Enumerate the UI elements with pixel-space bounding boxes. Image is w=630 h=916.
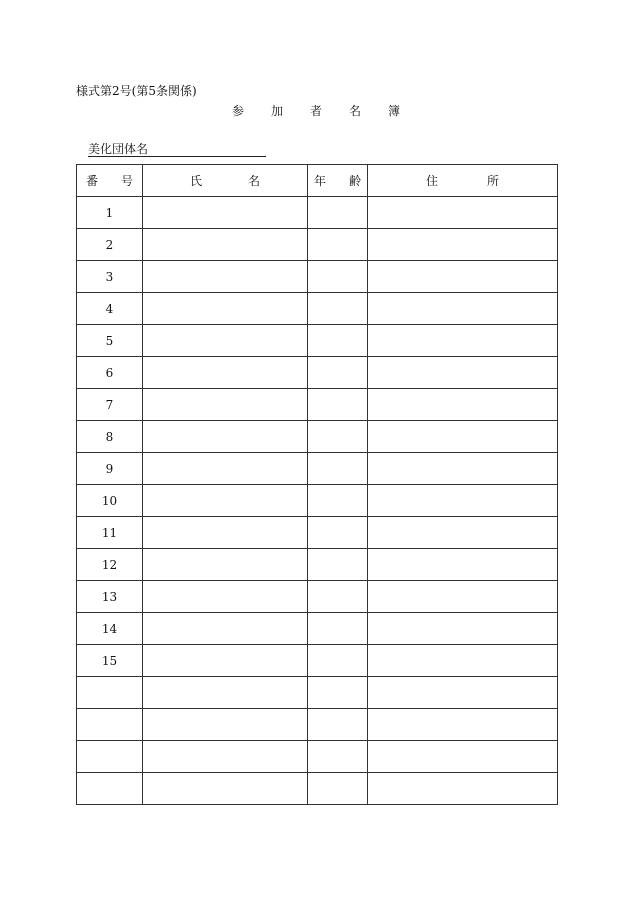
table-row <box>77 293 558 325</box>
row-number-cell: 8 <box>77 421 143 453</box>
row-number-cell <box>77 677 143 709</box>
title-char: 加 <box>270 104 283 118</box>
name-cell[interactable] <box>143 357 308 389</box>
age-cell[interactable] <box>308 773 368 805</box>
table-row <box>77 453 558 485</box>
age-cell[interactable] <box>308 549 368 581</box>
address-cell[interactable] <box>368 677 558 709</box>
address-cell[interactable] <box>368 645 558 677</box>
table-row <box>77 421 558 453</box>
header-char: 番 <box>86 174 99 188</box>
table-row <box>77 581 558 613</box>
age-cell[interactable] <box>308 485 368 517</box>
name-cell[interactable] <box>143 421 308 453</box>
header-char: 所 <box>486 174 499 188</box>
name-cell[interactable] <box>143 581 308 613</box>
name-cell[interactable] <box>143 549 308 581</box>
table-row <box>77 677 558 709</box>
address-cell[interactable] <box>368 709 558 741</box>
row-number-cell: 13 <box>77 581 143 613</box>
table-row <box>77 549 558 581</box>
header-char: 号 <box>120 174 133 188</box>
age-cell[interactable] <box>308 709 368 741</box>
table-row <box>77 485 558 517</box>
table-row <box>77 741 558 773</box>
row-number-cell: 3 <box>77 261 143 293</box>
age-cell[interactable] <box>308 357 368 389</box>
address-cell[interactable] <box>368 485 558 517</box>
table-row <box>77 357 558 389</box>
address-cell[interactable] <box>368 517 558 549</box>
address-cell[interactable] <box>368 197 558 229</box>
name-cell[interactable] <box>143 709 308 741</box>
name-cell[interactable] <box>143 517 308 549</box>
age-cell[interactable] <box>308 389 368 421</box>
age-cell[interactable] <box>308 645 368 677</box>
row-number-cell: 4 <box>77 293 143 325</box>
age-cell[interactable] <box>308 453 368 485</box>
row-number-cell: 10 <box>77 485 143 517</box>
age-cell[interactable] <box>308 421 368 453</box>
address-cell[interactable] <box>368 261 558 293</box>
header-char: 氏 <box>190 174 203 188</box>
address-cell[interactable] <box>368 325 558 357</box>
name-cell[interactable] <box>143 741 308 773</box>
address-cell[interactable] <box>368 549 558 581</box>
row-number-cell: 11 <box>77 517 143 549</box>
name-cell[interactable] <box>143 325 308 357</box>
age-cell[interactable] <box>308 229 368 261</box>
row-number-cell: 5 <box>77 325 143 357</box>
name-cell[interactable] <box>143 261 308 293</box>
header-char: 齢 <box>348 174 361 188</box>
age-cell[interactable] <box>308 613 368 645</box>
form-number: 様式第2号(第5条関係) <box>76 84 197 98</box>
address-cell[interactable] <box>368 389 558 421</box>
name-cell[interactable] <box>143 197 308 229</box>
age-cell[interactable] <box>308 677 368 709</box>
row-number-cell: 9 <box>77 453 143 485</box>
age-cell[interactable] <box>308 293 368 325</box>
row-number-cell: 12 <box>77 549 143 581</box>
name-cell[interactable] <box>143 645 308 677</box>
column-header-age <box>308 165 368 197</box>
table-row <box>77 645 558 677</box>
table-row <box>77 261 558 293</box>
header-char: 住 <box>426 174 439 188</box>
age-cell[interactable] <box>308 741 368 773</box>
row-number-cell: 15 <box>77 645 143 677</box>
address-cell[interactable] <box>368 421 558 453</box>
table-row <box>77 325 558 357</box>
row-number-cell <box>77 709 143 741</box>
row-number-cell: 1 <box>77 197 143 229</box>
address-cell[interactable] <box>368 741 558 773</box>
table-row <box>77 517 558 549</box>
age-cell[interactable] <box>308 517 368 549</box>
name-cell[interactable] <box>143 613 308 645</box>
column-header-number <box>77 165 143 197</box>
table-row <box>77 197 558 229</box>
address-cell[interactable] <box>368 613 558 645</box>
title-char: 名 <box>348 104 361 118</box>
age-cell[interactable] <box>308 197 368 229</box>
name-cell[interactable] <box>143 229 308 261</box>
header-char: 名 <box>247 174 260 188</box>
column-header-name <box>143 165 308 197</box>
header-char: 年 <box>314 174 327 188</box>
row-number-cell <box>77 741 143 773</box>
organization-name-field[interactable]: 美化団体名 <box>88 142 266 157</box>
name-cell[interactable] <box>143 773 308 805</box>
address-cell[interactable] <box>368 581 558 613</box>
participant-roster-table <box>76 164 558 805</box>
row-number-cell <box>77 773 143 805</box>
name-cell[interactable] <box>143 389 308 421</box>
table-row <box>77 389 558 421</box>
roster-body <box>77 197 558 805</box>
address-cell[interactable] <box>368 773 558 805</box>
table-row <box>77 773 558 805</box>
document-title <box>232 102 400 120</box>
age-cell[interactable] <box>308 581 368 613</box>
row-number-cell: 7 <box>77 389 143 421</box>
table-row <box>77 229 558 261</box>
address-cell[interactable] <box>368 453 558 485</box>
name-cell[interactable] <box>143 677 308 709</box>
name-cell[interactable] <box>143 453 308 485</box>
title-char: 簿 <box>387 104 400 118</box>
address-cell[interactable] <box>368 229 558 261</box>
address-cell[interactable] <box>368 293 558 325</box>
row-number-cell: 6 <box>77 357 143 389</box>
age-cell[interactable] <box>308 325 368 357</box>
address-cell[interactable] <box>368 357 558 389</box>
row-number-cell: 14 <box>77 613 143 645</box>
table-row <box>77 709 558 741</box>
age-cell[interactable] <box>308 261 368 293</box>
column-header-address <box>368 165 558 197</box>
title-char: 者 <box>309 104 322 118</box>
table-row <box>77 613 558 645</box>
row-number-cell: 2 <box>77 229 143 261</box>
name-cell[interactable] <box>143 293 308 325</box>
table-header-row <box>77 165 558 197</box>
name-cell[interactable] <box>143 485 308 517</box>
title-char: 参 <box>232 104 245 118</box>
